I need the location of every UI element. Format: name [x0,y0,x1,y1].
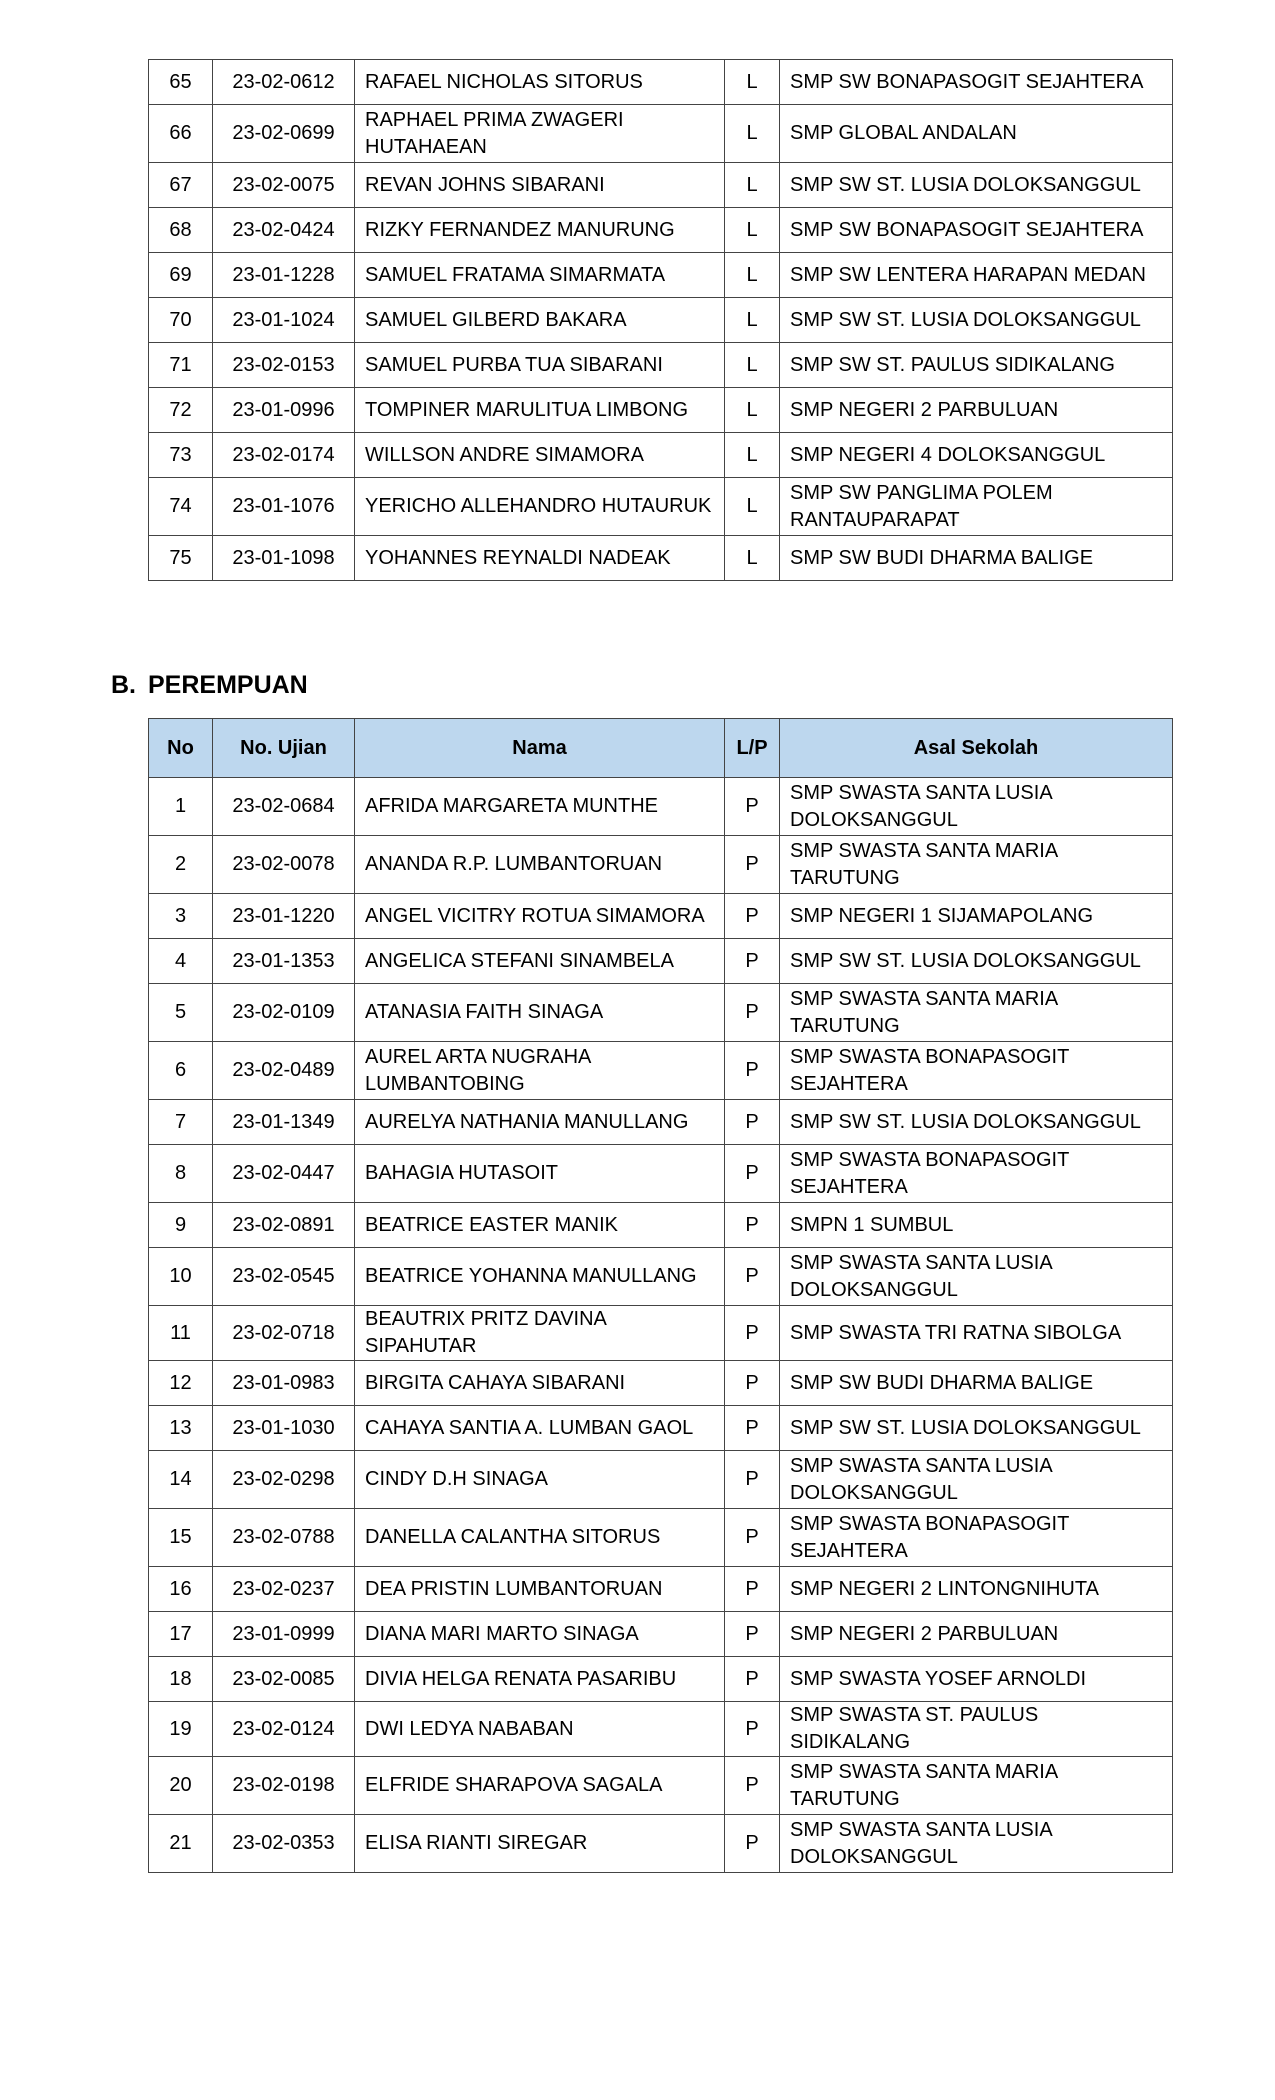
table-row [149,836,1173,894]
cell-no-ujian: 23-01-1228 [213,253,355,298]
table-row [149,478,1173,536]
cell-lp: L [725,388,780,433]
cell-no: 1 [149,778,213,836]
cell-no-ujian: 23-01-1024 [213,298,355,343]
table-row [149,1451,1173,1509]
cell-asal-sekolah: SMP NEGERI 4 DOLOKSANGGUL [780,433,1173,478]
cell-asal-sekolah: SMP SW ST. LUSIA DOLOKSANGGUL [780,163,1173,208]
section-letter: B. [111,671,136,699]
cell-no: 5 [149,984,213,1042]
cell-lp: P [725,1702,780,1757]
cell-no: 2 [149,836,213,894]
cell-asal-sekolah: SMP SWASTA BONAPASOGIT SEJAHTERA [780,1145,1173,1203]
cell-lp: P [725,894,780,939]
header-asal-sekolah: Asal Sekolah [780,719,1173,778]
table-row [149,1702,1173,1757]
cell-no: 11 [149,1306,213,1361]
cell-asal-sekolah: SMP NEGERI 2 LINTONGNIHUTA [780,1567,1173,1612]
cell-nama: BEATRICE EASTER MANIK [355,1203,725,1248]
cell-lp: L [725,433,780,478]
header-row [149,719,1173,778]
cell-no: 65 [149,60,213,105]
cell-no-ujian: 23-02-0699 [213,105,355,163]
cell-nama: CINDY D.H SINAGA [355,1451,725,1509]
cell-no: 3 [149,894,213,939]
cell-lp: L [725,343,780,388]
cell-lp: P [725,1567,780,1612]
table-row [149,433,1173,478]
header-lp: L/P [725,719,780,778]
cell-lp: P [725,1757,780,1815]
cell-no-ujian: 23-02-0237 [213,1567,355,1612]
cell-nama: DWI LEDYA NABABAN [355,1702,725,1757]
cell-asal-sekolah: SMP NEGERI 2 PARBULUAN [780,388,1173,433]
table-row [149,1042,1173,1100]
header-no-ujian: No. Ujian [213,719,355,778]
cell-nama: YOHANNES REYNALDI NADEAK [355,536,725,581]
cell-no: 70 [149,298,213,343]
cell-no-ujian: 23-02-0424 [213,208,355,253]
table-row [149,894,1173,939]
table-row [149,1567,1173,1612]
cell-nama: DIVIA HELGA RENATA PASARIBU [355,1657,725,1702]
cell-asal-sekolah: SMP SWASTA BONAPASOGIT SEJAHTERA [780,1042,1173,1100]
table-row [149,1757,1173,1815]
cell-nama: TOMPINER MARULITUA LIMBONG [355,388,725,433]
cell-asal-sekolah: SMP SWASTA YOSEF ARNOLDI [780,1657,1173,1702]
cell-nama: BEATRICE YOHANNA MANULLANG [355,1248,725,1306]
cell-asal-sekolah: SMP SWASTA SANTA MARIA TARUTUNG [780,984,1173,1042]
cell-no-ujian: 23-01-1220 [213,894,355,939]
cell-asal-sekolah: SMP SW BUDI DHARMA BALIGE [780,1361,1173,1406]
table-row [149,343,1173,388]
cell-no: 13 [149,1406,213,1451]
laki-laki-table-body [149,60,1173,581]
laki-laki-continued-table [148,59,1173,581]
cell-no-ujian: 23-02-0109 [213,984,355,1042]
cell-asal-sekolah: SMP GLOBAL ANDALAN [780,105,1173,163]
cell-no: 7 [149,1100,213,1145]
cell-lp: P [725,1361,780,1406]
cell-nama: ATANASIA FAITH SINAGA [355,984,725,1042]
cell-lp: L [725,536,780,581]
cell-no: 15 [149,1509,213,1567]
cell-lp: P [725,778,780,836]
cell-no-ujian: 23-01-1098 [213,536,355,581]
cell-no-ujian: 23-02-0612 [213,60,355,105]
cell-lp: P [725,1815,780,1873]
cell-asal-sekolah: SMP SW BUDI DHARMA BALIGE [780,536,1173,581]
cell-lp: P [725,1100,780,1145]
cell-lp: L [725,478,780,536]
cell-nama: BIRGITA CAHAYA SIBARANI [355,1361,725,1406]
cell-no-ujian: 23-01-1076 [213,478,355,536]
cell-no: 72 [149,388,213,433]
cell-asal-sekolah: SMP SW LENTERA HARAPAN MEDAN [780,253,1173,298]
table-row [149,1406,1173,1451]
cell-no-ujian: 23-02-0174 [213,433,355,478]
cell-nama: DEA PRISTIN LUMBANTORUAN [355,1567,725,1612]
table-row [149,984,1173,1042]
cell-lp: L [725,105,780,163]
cell-no-ujian: 23-02-0545 [213,1248,355,1306]
table-row [149,1815,1173,1873]
table-row [149,60,1173,105]
cell-asal-sekolah: SMP SW ST. LUSIA DOLOKSANGGUL [780,1406,1173,1451]
table-row [149,208,1173,253]
cell-no-ujian: 23-02-0298 [213,1451,355,1509]
cell-no: 67 [149,163,213,208]
cell-nama: SAMUEL PURBA TUA SIBARANI [355,343,725,388]
cell-no-ujian: 23-02-0489 [213,1042,355,1100]
cell-no-ujian: 23-02-0075 [213,163,355,208]
cell-no: 8 [149,1145,213,1203]
cell-nama: ANANDA R.P. LUMBANTORUAN [355,836,725,894]
cell-nama: BEAUTRIX PRITZ DAVINA SIPAHUTAR [355,1306,725,1361]
cell-nama: REVAN JOHNS SIBARANI [355,163,725,208]
cell-no: 4 [149,939,213,984]
cell-lp: P [725,1306,780,1361]
cell-asal-sekolah: SMP NEGERI 2 PARBULUAN [780,1612,1173,1657]
cell-asal-sekolah: SMP SW ST. PAULUS SIDIKALANG [780,343,1173,388]
cell-nama: CAHAYA SANTIA A. LUMBAN GAOL [355,1406,725,1451]
table-row [149,388,1173,433]
cell-asal-sekolah: SMP SW ST. LUSIA DOLOKSANGGUL [780,298,1173,343]
cell-lp: P [725,1451,780,1509]
cell-lp: P [725,1145,780,1203]
header-no: No [149,719,213,778]
cell-no-ujian: 23-02-0447 [213,1145,355,1203]
cell-no: 20 [149,1757,213,1815]
cell-no: 18 [149,1657,213,1702]
cell-no-ujian: 23-01-1353 [213,939,355,984]
cell-no-ujian: 23-01-0996 [213,388,355,433]
cell-no: 6 [149,1042,213,1100]
cell-asal-sekolah: SMP SWASTA SANTA LUSIA DOLOKSANGGUL [780,1451,1173,1509]
cell-no-ujian: 23-01-0983 [213,1361,355,1406]
cell-lp: L [725,208,780,253]
cell-no: 75 [149,536,213,581]
cell-no-ujian: 23-01-1030 [213,1406,355,1451]
section-title: PEREMPUAN [148,671,308,699]
cell-no: 16 [149,1567,213,1612]
cell-nama: DIANA MARI MARTO SINAGA [355,1612,725,1657]
table-row [149,778,1173,836]
cell-no: 17 [149,1612,213,1657]
cell-no-ujian: 23-02-0124 [213,1702,355,1757]
cell-nama: ELFRIDE SHARAPOVA SAGALA [355,1757,725,1815]
cell-lp: L [725,60,780,105]
table-row [149,939,1173,984]
cell-no-ujian: 23-02-0085 [213,1657,355,1702]
cell-lp: P [725,1509,780,1567]
cell-asal-sekolah: SMP SW ST. LUSIA DOLOKSANGGUL [780,1100,1173,1145]
table-row [149,105,1173,163]
cell-nama: BAHAGIA HUTASOIT [355,1145,725,1203]
cell-nama: ANGELICA STEFANI SINAMBELA [355,939,725,984]
cell-nama: ANGEL VICITRY ROTUA SIMAMORA [355,894,725,939]
cell-lp: P [725,1406,780,1451]
cell-no-ujian: 23-02-0353 [213,1815,355,1873]
cell-nama: AUREL ARTA NUGRAHA LUMBANTOBING [355,1042,725,1100]
perempuan-table [148,718,1173,1873]
cell-nama: AFRIDA MARGARETA MUNTHE [355,778,725,836]
cell-asal-sekolah: SMP SW BONAPASOGIT SEJAHTERA [780,208,1173,253]
cell-lp: P [725,836,780,894]
cell-lp: L [725,163,780,208]
cell-lp: P [725,1203,780,1248]
table-row [149,163,1173,208]
cell-nama: RAFAEL NICHOLAS SITORUS [355,60,725,105]
cell-asal-sekolah: SMPN 1 SUMBUL [780,1203,1173,1248]
table-row [149,298,1173,343]
table-row [149,1509,1173,1567]
cell-lp: P [725,1657,780,1702]
table-row [149,1361,1173,1406]
cell-no-ujian: 23-01-0999 [213,1612,355,1657]
cell-no: 74 [149,478,213,536]
cell-asal-sekolah: SMP SWASTA SANTA LUSIA DOLOKSANGGUL [780,1248,1173,1306]
cell-asal-sekolah: SMP SW ST. LUSIA DOLOKSANGGUL [780,939,1173,984]
cell-no-ujian: 23-02-0684 [213,778,355,836]
table-row [149,1203,1173,1248]
cell-no: 73 [149,433,213,478]
cell-asal-sekolah: SMP SWASTA SANTA LUSIA DOLOKSANGGUL [780,1815,1173,1873]
table-row [149,253,1173,298]
section-heading-perempuan [111,670,308,700]
cell-asal-sekolah: SMP SW BONAPASOGIT SEJAHTERA [780,60,1173,105]
cell-nama: YERICHO ALLEHANDRO HUTAURUK [355,478,725,536]
cell-nama: AURELYA NATHANIA MANULLANG [355,1100,725,1145]
table-row [149,1248,1173,1306]
cell-no: 69 [149,253,213,298]
cell-asal-sekolah: SMP SWASTA SANTA MARIA TARUTUNG [780,1757,1173,1815]
cell-lp: P [725,939,780,984]
cell-asal-sekolah: SMP NEGERI 1 SIJAMAPOLANG [780,894,1173,939]
table-row [149,1306,1173,1361]
cell-no: 71 [149,343,213,388]
cell-no: 9 [149,1203,213,1248]
table-header [149,719,1173,778]
cell-no-ujian: 23-01-1349 [213,1100,355,1145]
cell-no: 10 [149,1248,213,1306]
cell-no-ujian: 23-02-0718 [213,1306,355,1361]
cell-no: 66 [149,105,213,163]
cell-lp: L [725,253,780,298]
cell-no: 14 [149,1451,213,1509]
cell-lp: P [725,1042,780,1100]
cell-nama: ELISA RIANTI SIREGAR [355,1815,725,1873]
cell-asal-sekolah: SMP SWASTA ST. PAULUS SIDIKALANG [780,1702,1173,1757]
cell-lp: P [725,984,780,1042]
cell-no-ujian: 23-02-0788 [213,1509,355,1567]
cell-no-ujian: 23-02-0153 [213,343,355,388]
cell-asal-sekolah: SMP SWASTA SANTA MARIA TARUTUNG [780,836,1173,894]
table-row [149,1100,1173,1145]
cell-nama: RAPHAEL PRIMA ZWAGERI HUTAHAEAN [355,105,725,163]
cell-nama: SAMUEL FRATAMA SIMARMATA [355,253,725,298]
cell-nama: RIZKY FERNANDEZ MANURUNG [355,208,725,253]
cell-nama: WILLSON ANDRE SIMAMORA [355,433,725,478]
table-row [149,1145,1173,1203]
cell-no: 12 [149,1361,213,1406]
cell-lp: L [725,298,780,343]
table-row [149,1612,1173,1657]
cell-asal-sekolah: SMP SWASTA TRI RATNA SIBOLGA [780,1306,1173,1361]
cell-asal-sekolah: SMP SWASTA BONAPASOGIT SEJAHTERA [780,1509,1173,1567]
cell-no-ujian: 23-02-0198 [213,1757,355,1815]
cell-nama: DANELLA CALANTHA SITORUS [355,1509,725,1567]
perempuan-table-body [149,778,1173,1873]
cell-no: 21 [149,1815,213,1873]
header-nama: Nama [355,719,725,778]
cell-no: 19 [149,1702,213,1757]
cell-no: 68 [149,208,213,253]
cell-lp: P [725,1612,780,1657]
cell-lp: P [725,1248,780,1306]
cell-no-ujian: 23-02-0891 [213,1203,355,1248]
table-row [149,1657,1173,1702]
cell-nama: SAMUEL GILBERD BAKARA [355,298,725,343]
cell-asal-sekolah: SMP SWASTA SANTA LUSIA DOLOKSANGGUL [780,778,1173,836]
cell-asal-sekolah: SMP SW PANGLIMA POLEM RANTAUPARAPAT [780,478,1173,536]
cell-no-ujian: 23-02-0078 [213,836,355,894]
table-row [149,536,1173,581]
